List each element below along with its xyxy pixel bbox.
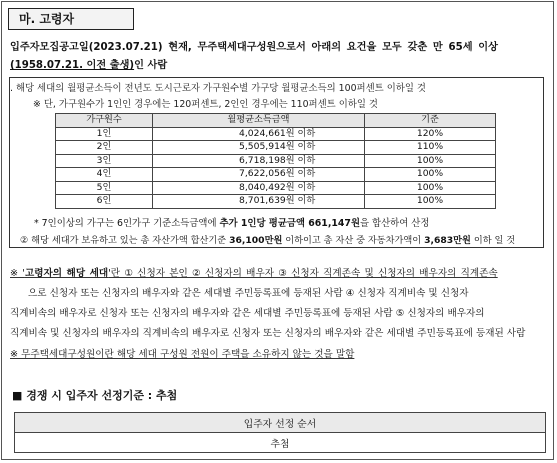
table-row [56, 181, 496, 195]
household-definition-line-1 [10, 265, 498, 279]
income-limit-cell: 8,040,492원 이하 [153, 181, 365, 195]
intro-line-2-suffix: 인 사람 [134, 60, 168, 71]
header-monthly-income: 월평균소득금액 [153, 114, 365, 128]
seven-person-note-post: 을 합산하여 산정 [360, 218, 430, 229]
income-limit-cell: 5,505,914원 이하 [153, 141, 365, 155]
household-size-cell: 1인 [56, 127, 153, 141]
household-ref-text: '란 ① 신청자 본인 ② 신청자의 배우자 ③ 신청자 직계존속 및 신청자의 배우자의 직계존속 [108, 268, 498, 279]
household-size-cell: 2인 [56, 141, 153, 155]
table-row [56, 168, 496, 182]
table-row [56, 141, 496, 155]
table-row [56, 154, 496, 168]
income-limit-cell: 4,024,661원 이하 [153, 127, 365, 141]
household-size-cell: 5인 [56, 181, 153, 195]
income-limit-cell: 8,701,639원 이하 [153, 195, 365, 209]
asset-note [20, 232, 515, 246]
car-value-limit: 3,683만원 [424, 235, 471, 246]
seven-person-note-pre: * 7인이상의 가구는 6인가구 기준소득금액에 [34, 218, 220, 229]
section-title: 마. 고령자 [8, 8, 134, 30]
selection-value-row [15, 433, 546, 453]
seven-person-note [34, 215, 429, 229]
household-size-cell: 3인 [56, 154, 153, 168]
percent-cell: 120% [365, 127, 496, 141]
percent-cell: 100% [365, 195, 496, 209]
household-definition-line-2: 으로 신청자 또는 신청자의 배우자와 같은 세대별 주민등록표에 등재된 사람 ④ 신청자 직계비속 및 신청자 [28, 288, 469, 299]
asset-note-mid: 이하이고 총 자산 중 자동차가액이 [282, 235, 425, 246]
header-household-size: 가구원수 [56, 114, 153, 128]
household-ref-term: 고령자의 해당 세대 [24, 268, 109, 279]
household-definition-line-3: 직계비속의 배우자로 신청자 또는 신청자의 배우자와 같은 세대별 주민등록표에 등재된 사람 ⑤ 신청자의 배우자의 [10, 308, 485, 319]
household-size-cell: 4인 [56, 168, 153, 182]
birth-date-cutoff: (1958.07.21. 이전 출생) [10, 60, 135, 71]
household-definition-line-4: 직계비속 및 신청자의 배우자의 직계비속의 배우자로 신청자 또는 신청자의 배우자와 같은 세대별 주민등록표에 등재된 사람 [10, 328, 526, 339]
header-criterion: 기준 [365, 114, 496, 128]
asset-note-pre: ② 해당 세대가 보유하고 있는 총 자산가액 합산기준 [20, 235, 230, 246]
intro-line-2 [10, 56, 167, 71]
percent-cell: 100% [365, 181, 496, 195]
income-table-header-row [56, 114, 496, 128]
table-row [56, 127, 496, 141]
household-size-cell: 6인 [56, 195, 153, 209]
income-limit-cell: 6,718,198원 이하 [153, 154, 365, 168]
selection-header-row [15, 413, 546, 433]
income-note-line-1: . 해당 세대의 월평균소득이 전년도 도시근로자 가구원수별 가구당 월평균소득의 100퍼센트 이하일 것 [10, 83, 426, 94]
per-person-amount: 추가 1인당 평균금액 661,147원 [219, 218, 361, 229]
selection-method: 추첨 [15, 433, 546, 453]
table-row [56, 195, 496, 209]
selection-heading: ■ 경쟁 시 입주자 선정기준 : 추첨 [12, 389, 178, 402]
selection-order-header: 입주자 선정 순서 [15, 413, 546, 433]
asset-note-post: 이하 일 것 [470, 235, 516, 246]
asset-limit: 36,100만원 [229, 235, 283, 246]
selection-table [14, 412, 546, 453]
percent-cell: 110% [365, 141, 496, 155]
income-limit-cell: 7,622,056원 이하 [153, 168, 365, 182]
percent-cell: 100% [365, 154, 496, 168]
household-ref-prefix: ※ ' [10, 268, 25, 279]
income-note-line-2: ※ 단, 가구원수가 1인인 경우에는 120퍼센트, 2인인 경우에는 110퍼센트 이하일 것 [33, 99, 378, 110]
percent-cell: 100% [365, 168, 496, 182]
intro-line-1: 입주자모집공고일(2023.07.21) 현재, 무주택세대구성원으로서 아래의 요건을 모두 갖춘 만 65세 이상 [10, 42, 498, 53]
income-table [55, 113, 496, 209]
no-house-definition: ※ 무주택세대구성원이란 해당 세대 구성원 전원이 주택을 소유하지 않는 것을 말함 [10, 349, 355, 360]
